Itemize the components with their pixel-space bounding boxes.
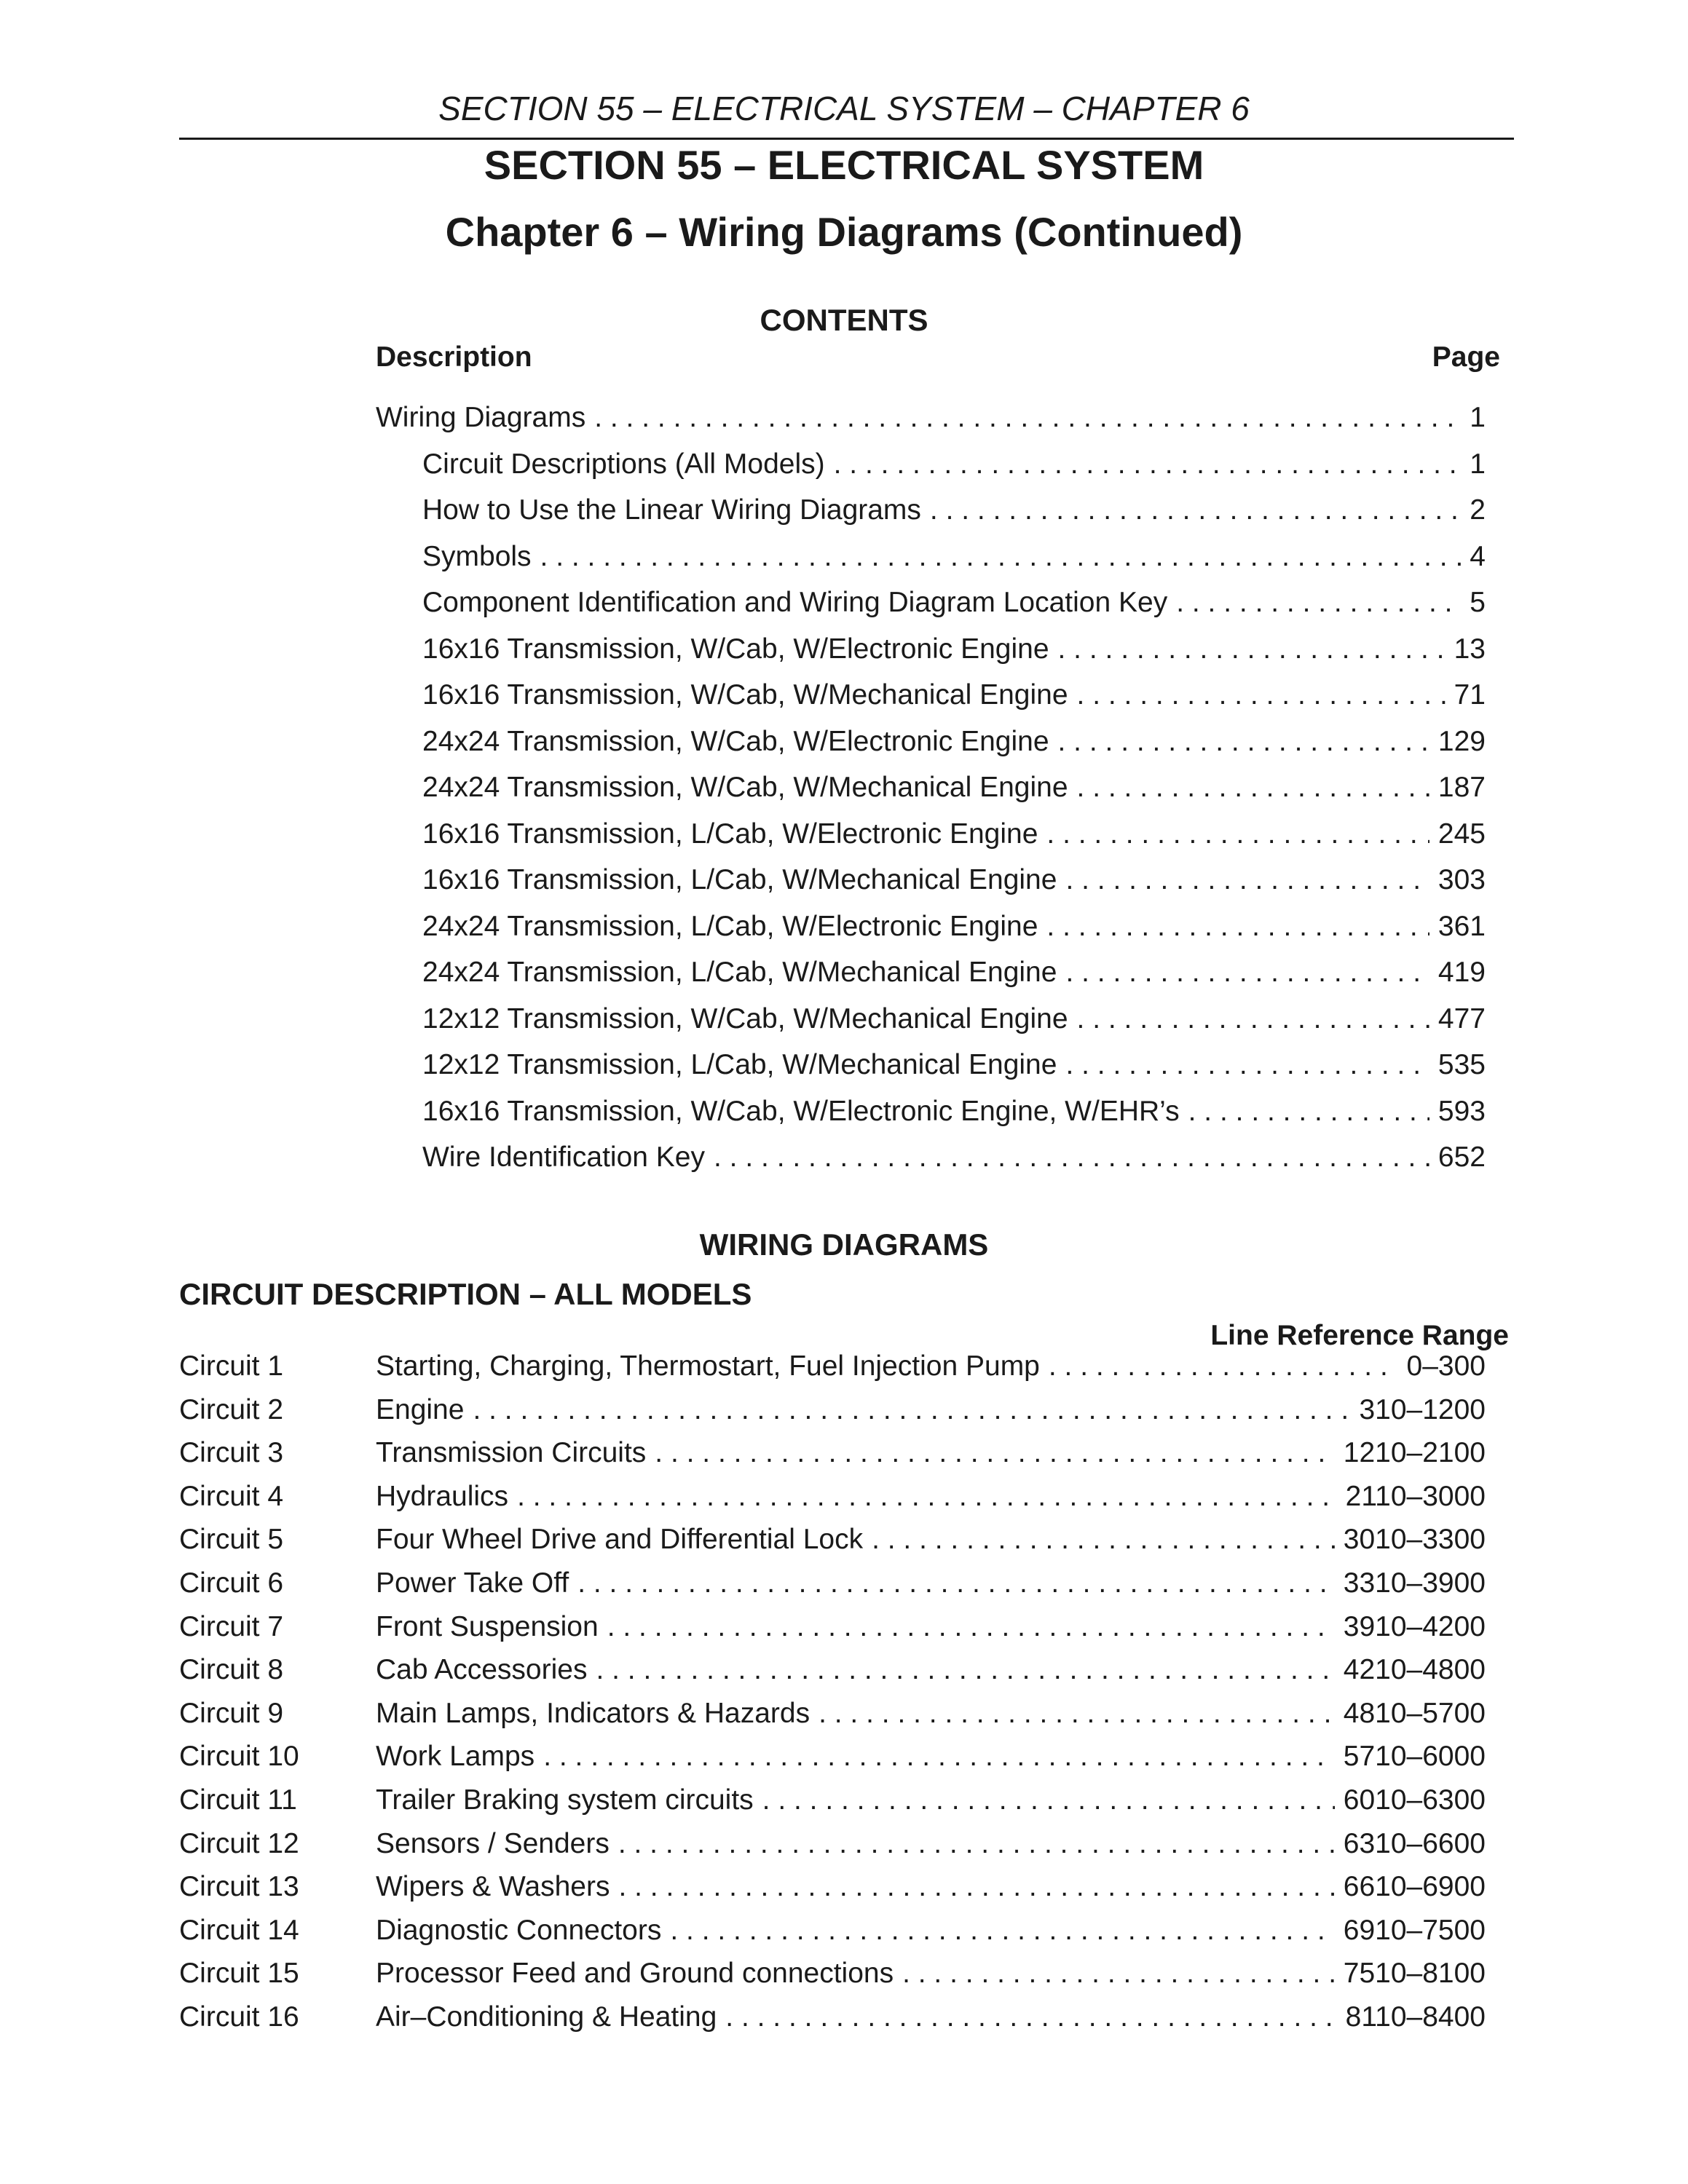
dot-leader — [1065, 863, 1429, 898]
circuit-number: Circuit 13 — [179, 1871, 299, 1903]
contents-entry — [422, 678, 1486, 713]
circuit-entry — [376, 1610, 1486, 1645]
contents-entry-page: 361 — [1437, 910, 1486, 942]
contents-entry-page: 419 — [1437, 957, 1486, 988]
circuit-number: Circuit 2 — [179, 1393, 284, 1425]
circuit-line-range: 7510–8100 — [1343, 1958, 1486, 1990]
contents-title: CONTENTS — [760, 303, 928, 337]
dot-leader — [725, 2000, 1336, 2035]
dot-leader — [596, 1653, 1334, 1688]
circuit-entry — [376, 1956, 1486, 1991]
circuit-description: Work Lamps — [376, 1741, 535, 1773]
contents-entry — [422, 955, 1486, 990]
circuit-description: Processor Feed and Ground connections — [376, 1958, 894, 1990]
circuit-line-range: 6310–6600 — [1343, 1827, 1486, 1859]
dot-leader — [1077, 1002, 1429, 1037]
circuit-entry — [376, 2000, 1486, 2035]
circuit-entry — [376, 1393, 1486, 1428]
contents-entry — [422, 632, 1486, 667]
circuit-description: Trailer Braking system circuits — [376, 1784, 754, 1816]
dot-leader — [1058, 632, 1446, 667]
contents-entry-label: 24x24 Transmission, W/Cab, W/Electronic Engine — [422, 725, 1049, 757]
dot-leader — [607, 1610, 1335, 1645]
circuit-line-range: 4810–5700 — [1343, 1697, 1486, 1729]
dot-leader — [618, 1870, 1334, 1904]
contents-entry — [422, 909, 1486, 944]
page-column-heading: Page — [1432, 341, 1500, 373]
dot-leader — [1176, 585, 1461, 620]
contents-entry — [422, 770, 1486, 805]
circuit-number: Circuit 14 — [179, 1914, 299, 1946]
dot-leader — [670, 1913, 1334, 1948]
dot-leader — [543, 1739, 1335, 1774]
circuit-entry — [376, 1522, 1486, 1557]
circuit-number: Circuit 8 — [179, 1654, 284, 1686]
contents-entry — [422, 1140, 1486, 1175]
contents-entry-page: 652 — [1437, 1142, 1486, 1173]
circuit-description: Starting, Charging, Thermostart, Fuel Injection Pump — [376, 1350, 1040, 1382]
circuit-line-range: 8110–8400 — [1345, 2001, 1486, 2033]
circuit-line-range: 6910–7500 — [1343, 1914, 1486, 1946]
dot-leader — [930, 493, 1461, 528]
circuit-description: Front Suspension — [376, 1610, 599, 1642]
circuit-description: Cab Accessories — [376, 1654, 588, 1686]
contents-entry-label: Wiring Diagrams — [376, 402, 586, 433]
dot-leader — [762, 1783, 1335, 1818]
circuit-description: Four Wheel Drive and Differential Lock — [376, 1524, 864, 1556]
contents-entry — [422, 493, 1486, 528]
circuit-number: Circuit 7 — [179, 1610, 284, 1642]
circuit-number: Circuit 9 — [179, 1697, 284, 1729]
contents-entry-label: 24x24 Transmission, L/Cab, W/Mechanical Engine — [422, 957, 1057, 988]
contents-entry — [422, 817, 1486, 852]
contents-entry — [422, 539, 1486, 574]
circuit-entry — [376, 1479, 1486, 1514]
contents-entry-page: 129 — [1437, 725, 1486, 757]
circuit-entry — [376, 1696, 1486, 1731]
circuit-line-range: 310–1200 — [1359, 1393, 1486, 1425]
circuit-line-range: 5710–6000 — [1343, 1741, 1486, 1773]
line-reference-range-heading: Line Reference Range — [1210, 1320, 1509, 1351]
contents-entry-page: 5 — [1470, 587, 1486, 618]
dot-leader — [577, 1566, 1335, 1601]
dot-leader — [540, 539, 1462, 574]
contents-entry-label: 16x16 Transmission, W/Cab, W/Mechanical Engine — [422, 679, 1068, 711]
circuit-number: Circuit 16 — [179, 2001, 299, 2033]
circuit-entry — [376, 1783, 1486, 1818]
contents-entry — [422, 447, 1486, 482]
contents-entry-page: 71 — [1454, 679, 1486, 711]
contents-entry-label: Circuit Descriptions (All Models) — [422, 448, 825, 480]
contents-entry — [422, 724, 1486, 759]
wiring-diagrams-title: WIRING DIAGRAMS — [699, 1227, 989, 1262]
contents-entry-label: 16x16 Transmission, L/Cab, W/Electronic Engine — [422, 818, 1038, 850]
circuit-number: Circuit 5 — [179, 1524, 284, 1556]
circuit-entry — [376, 1436, 1486, 1471]
dot-leader — [517, 1479, 1337, 1514]
contents-entry-page: 4 — [1470, 540, 1486, 572]
circuit-entry — [376, 1870, 1486, 1904]
circuit-entry — [376, 1739, 1486, 1774]
contents-entry-label: 24x24 Transmission, L/Cab, W/Electronic Engine — [422, 910, 1038, 942]
contents-entry-label: How to Use the Linear Wiring Diagrams — [422, 494, 921, 526]
contents-entry — [376, 400, 1486, 435]
circuit-number: Circuit 15 — [179, 1958, 299, 1990]
contents-entry-label: Symbols — [422, 540, 532, 572]
contents-entry-page: 13 — [1454, 633, 1486, 665]
circuit-line-range: 3310–3900 — [1343, 1567, 1486, 1599]
circuit-number: Circuit 12 — [179, 1827, 299, 1859]
circuit-entry — [376, 1349, 1486, 1384]
contents-entry — [422, 1002, 1486, 1037]
dot-leader — [655, 1436, 1335, 1471]
dot-leader — [594, 400, 1461, 435]
dot-leader — [1065, 955, 1429, 990]
contents-entry — [422, 863, 1486, 898]
section-title: SECTION 55 – ELECTRICAL SYSTEM — [484, 142, 1204, 188]
dot-leader — [1046, 909, 1429, 944]
circuit-description: Main Lamps, Indicators & Hazards — [376, 1697, 811, 1729]
circuit-number: Circuit 6 — [179, 1567, 284, 1599]
contents-entry-label: 16x16 Transmission, W/Cab, W/Electronic Engine — [422, 633, 1049, 665]
circuit-description: Power Take Off — [376, 1567, 569, 1599]
contents-entry-page: 187 — [1437, 772, 1486, 803]
contents-entry-page: 245 — [1437, 818, 1486, 850]
dot-leader — [1077, 678, 1446, 713]
dot-leader — [618, 1827, 1335, 1861]
circuit-number: Circuit 3 — [179, 1437, 284, 1469]
dot-leader — [1077, 770, 1429, 805]
contents-entry-page: 477 — [1437, 1002, 1486, 1034]
contents-entry — [422, 585, 1486, 620]
contents-entry-page: 593 — [1437, 1095, 1486, 1127]
contents-entry-page: 1 — [1470, 402, 1486, 433]
contents-entry-label: 12x12 Transmission, L/Cab, W/Mechanical Engine — [422, 1049, 1057, 1080]
description-column-heading: Description — [376, 341, 532, 373]
dot-leader — [1049, 1349, 1398, 1384]
contents-entry — [422, 1048, 1486, 1083]
dot-leader — [1065, 1048, 1429, 1083]
circuit-description: Hydraulics — [376, 1480, 509, 1512]
circuit-line-range: 4210–4800 — [1343, 1654, 1486, 1686]
contents-entry-label: 16x16 Transmission, L/Cab, W/Mechanical Engine — [422, 864, 1057, 895]
circuit-number: Circuit 4 — [179, 1480, 284, 1512]
circuit-description: Engine — [376, 1393, 465, 1425]
contents-entry-page: 535 — [1437, 1049, 1486, 1080]
circuit-number: Circuit 1 — [179, 1350, 284, 1382]
contents-entry-label: 24x24 Transmission, W/Cab, W/Mechanical Engine — [422, 772, 1068, 803]
running-header: SECTION 55 – ELECTRICAL SYSTEM – CHAPTER 6 — [438, 90, 1250, 127]
circuit-number: Circuit 11 — [179, 1784, 297, 1816]
circuit-description-heading: CIRCUIT DESCRIPTION – ALL MODELS — [179, 1277, 752, 1311]
circuit-entry — [376, 1566, 1486, 1601]
dot-leader — [1058, 724, 1429, 759]
dot-leader — [1188, 1094, 1429, 1129]
dot-leader — [902, 1956, 1335, 1991]
dot-leader — [714, 1140, 1429, 1175]
circuit-line-range: 3910–4200 — [1343, 1610, 1486, 1642]
chapter-title: Chapter 6 – Wiring Diagrams (Continued) — [445, 209, 1243, 255]
contents-entry — [422, 1094, 1486, 1129]
dot-leader — [834, 447, 1462, 482]
contents-entry-label: Component Identification and Wiring Diagram Location Key — [422, 587, 1168, 618]
circuit-description: Wipers & Washers — [376, 1871, 610, 1903]
circuit-line-range: 2110–3000 — [1345, 1480, 1486, 1512]
contents-entry-page: 303 — [1437, 864, 1486, 895]
contents-entry-label: Wire Identification Key — [422, 1142, 706, 1173]
contents-entry-label: 16x16 Transmission, W/Cab, W/Electronic Engine, W/EHR’s — [422, 1095, 1180, 1127]
circuit-line-range: 6610–6900 — [1343, 1871, 1486, 1903]
contents-entry-page: 2 — [1470, 494, 1486, 526]
circuit-line-range: 6010–6300 — [1343, 1784, 1486, 1816]
circuit-description: Diagnostic Connectors — [376, 1914, 662, 1946]
dot-leader — [872, 1522, 1335, 1557]
contents-entry-label: 12x12 Transmission, W/Cab, W/Mechanical Engine — [422, 1002, 1068, 1034]
circuit-description: Sensors / Senders — [376, 1827, 610, 1859]
dot-leader — [473, 1393, 1350, 1428]
circuit-description: Transmission Circuits — [376, 1437, 647, 1469]
circuit-description: Air–Conditioning & Heating — [376, 2001, 717, 2033]
contents-entry-page: 1 — [1470, 448, 1486, 480]
circuit-line-range: 1210–2100 — [1343, 1437, 1486, 1469]
circuit-entry — [376, 1827, 1486, 1861]
circuit-number: Circuit 10 — [179, 1741, 299, 1773]
circuit-entry — [376, 1653, 1486, 1688]
dot-leader — [819, 1696, 1335, 1731]
circuit-entry — [376, 1913, 1486, 1948]
dot-leader — [1046, 817, 1429, 852]
circuit-line-range: 3010–3300 — [1343, 1524, 1486, 1556]
header-rule — [179, 138, 1514, 140]
circuit-line-range: 0–300 — [1406, 1350, 1486, 1382]
